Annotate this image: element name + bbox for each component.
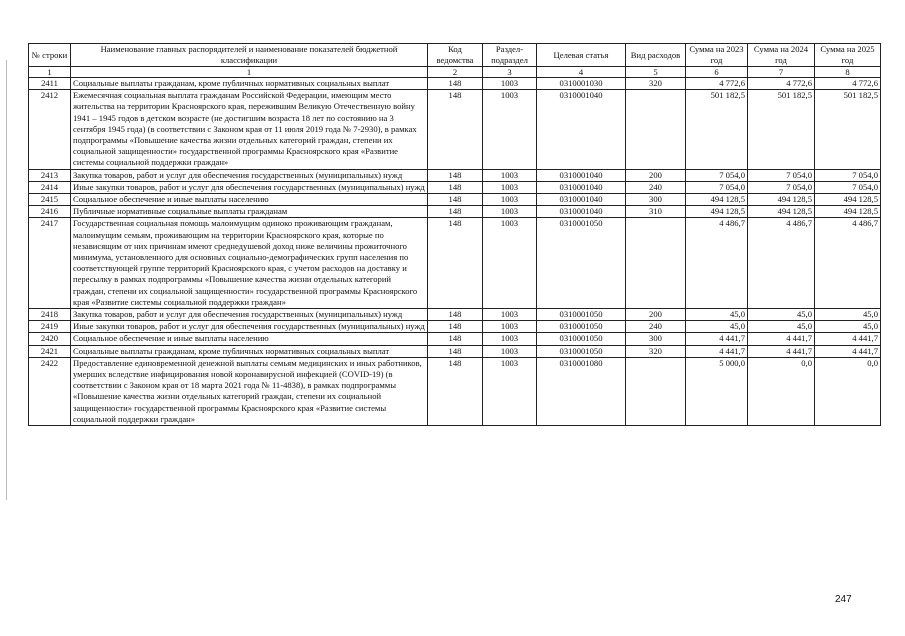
row-dept-code: 148 [428, 309, 483, 321]
budget-table [28, 43, 881, 426]
row-expense-type [626, 218, 686, 309]
row-sum-2023: 494 128,5 [686, 194, 748, 206]
column-index: 4 [537, 67, 626, 78]
header-num: № строки [29, 44, 71, 67]
row-expense-type [626, 90, 686, 169]
column-index: 6 [686, 67, 748, 78]
header-section: Раздел-подраздел [483, 44, 537, 67]
row-dept-code: 148 [428, 206, 483, 218]
row-sum-2025: 494 128,5 [815, 206, 881, 218]
row-dept-code: 148 [428, 321, 483, 333]
column-index: 2 [428, 67, 483, 78]
row-dept-code: 148 [428, 78, 483, 90]
row-expense-type [626, 357, 686, 425]
row-number: 2417 [29, 218, 71, 309]
row-sum-2024: 4 772,6 [748, 78, 815, 90]
row-sum-2025: 4 486,7 [815, 218, 881, 309]
column-index: 5 [626, 67, 686, 78]
row-target-article: 0310001040 [537, 181, 626, 193]
row-section-code: 1003 [483, 321, 537, 333]
row-dept-code: 148 [428, 357, 483, 425]
row-number: 2415 [29, 194, 71, 206]
row-sum-2024: 494 128,5 [748, 206, 815, 218]
row-sum-2024: 45,0 [748, 321, 815, 333]
row-sum-2023: 7 054,0 [686, 181, 748, 193]
table-row [29, 333, 881, 345]
row-expense-type: 320 [626, 345, 686, 357]
row-sum-2023: 45,0 [686, 309, 748, 321]
row-name: Ежемесячная социальная выплата гражданам Российской Федерации, имеющим место жительства на территории Красноярского края, пережившим Великую Отечественную войну 1941 – 1945 годов в детском возрасте (не достигшим возраста 18 лет по состоянию на 3 сентября 1945 года) (в соответствии с Законом края от 11 июля 2019 года № 7-2930), в рамках подпрограммы «Повышение качества жизни отдельных категорий граждан, степени их социальной защищенности» государственной программы Красноярского края «Развитие системы социальной поддержки граждан» [71, 90, 428, 169]
row-sum-2024: 4 441,7 [748, 345, 815, 357]
row-name: Предоставление единовременной денежной выплаты семьям медицинских и иных работников, умерших вследствие инфицирования новой коронавирусной инфекцией (COVID-19) (в соответствии с Законом края от 18 марта 2021 года № 11-4838), в рамках подпрограммы «Повышение качества жизни отдельных категорий граждан, степени их социальной защищенности» государственной программы Красноярского края «Развитие системы социальной поддержки граждан» [71, 357, 428, 425]
row-sum-2025: 501 182,5 [815, 90, 881, 169]
row-sum-2023: 4 772,6 [686, 78, 748, 90]
row-name: Социальные выплаты гражданам, кроме публичных нормативных социальных выплат [71, 78, 428, 90]
row-section-code: 1003 [483, 309, 537, 321]
row-number: 2413 [29, 169, 71, 181]
row-number: 2421 [29, 345, 71, 357]
column-index: 8 [815, 67, 881, 78]
row-target-article: 0310001050 [537, 333, 626, 345]
header-target: Целевая статья [537, 44, 626, 67]
row-sum-2023: 4 486,7 [686, 218, 748, 309]
table-row [29, 357, 881, 425]
row-target-article: 0310001040 [537, 90, 626, 169]
header-expense-type: Вид расходов [626, 44, 686, 67]
row-number: 2414 [29, 181, 71, 193]
table-row [29, 90, 881, 169]
row-name: Социальное обеспечение и иные выплаты населению [71, 194, 428, 206]
row-section-code: 1003 [483, 78, 537, 90]
row-target-article: 0310001040 [537, 206, 626, 218]
row-dept-code: 148 [428, 181, 483, 193]
row-sum-2024: 0,0 [748, 357, 815, 425]
row-section-code: 1003 [483, 181, 537, 193]
row-target-article: 0310001030 [537, 78, 626, 90]
row-sum-2024: 7 054,0 [748, 181, 815, 193]
row-sum-2025: 45,0 [815, 309, 881, 321]
table-row [29, 321, 881, 333]
row-number: 2420 [29, 333, 71, 345]
table-row [29, 218, 881, 309]
row-dept-code: 148 [428, 194, 483, 206]
row-expense-type: 200 [626, 309, 686, 321]
row-name: Иные закупки товаров, работ и услуг для обеспечения государственных (муниципальных) нужд [71, 321, 428, 333]
row-sum-2024: 4 441,7 [748, 333, 815, 345]
row-number: 2412 [29, 90, 71, 169]
row-sum-2025: 4 441,7 [815, 333, 881, 345]
row-expense-type: 300 [626, 194, 686, 206]
header-sum-2023: Сумма на 2023 год [686, 44, 748, 67]
row-sum-2023: 7 054,0 [686, 169, 748, 181]
row-sum-2024: 7 054,0 [748, 169, 815, 181]
row-name: Закупка товаров, работ и услуг для обеспечения государственных (муниципальных) нужд [71, 169, 428, 181]
row-sum-2024: 4 486,7 [748, 218, 815, 309]
row-name: Социальные выплаты гражданам, кроме публичных нормативных социальных выплат [71, 345, 428, 357]
row-sum-2025: 4 441,7 [815, 345, 881, 357]
row-sum-2025: 494 128,5 [815, 194, 881, 206]
row-section-code: 1003 [483, 90, 537, 169]
table-row [29, 206, 881, 218]
row-section-code: 1003 [483, 345, 537, 357]
row-name: Публичные нормативные социальные выплаты гражданам [71, 206, 428, 218]
row-target-article: 0310001050 [537, 218, 626, 309]
row-dept-code: 148 [428, 90, 483, 169]
row-sum-2025: 0,0 [815, 357, 881, 425]
row-sum-2025: 7 054,0 [815, 181, 881, 193]
row-sum-2024: 45,0 [748, 309, 815, 321]
row-sum-2025: 4 772,6 [815, 78, 881, 90]
scan-margin-line [6, 60, 8, 500]
column-index: 3 [483, 67, 537, 78]
row-sum-2025: 45,0 [815, 321, 881, 333]
row-section-code: 1003 [483, 357, 537, 425]
row-name: Закупка товаров, работ и услуг для обеспечения государственных (муниципальных) нужд [71, 309, 428, 321]
row-section-code: 1003 [483, 194, 537, 206]
row-sum-2023: 4 441,7 [686, 333, 748, 345]
row-expense-type: 320 [626, 78, 686, 90]
row-number: 2422 [29, 357, 71, 425]
table-header-row [29, 44, 881, 67]
column-index: 1 [29, 67, 71, 78]
row-dept-code: 148 [428, 333, 483, 345]
table-row [29, 345, 881, 357]
row-dept-code: 148 [428, 345, 483, 357]
table-row [29, 309, 881, 321]
row-name: Социальное обеспечение и иные выплаты населению [71, 333, 428, 345]
row-section-code: 1003 [483, 333, 537, 345]
row-sum-2023: 494 128,5 [686, 206, 748, 218]
table-row [29, 181, 881, 193]
row-name: Государственная социальная помощь малоимущим одиноко проживающим гражданам, малоимущим семьям, проживающим на территории Красноярского края, которые по независящим от них причинам имеют среднедушевой доход ниже величины прожиточного минимума, установленного для основных социально-демографических групп населения по соответствующей группе территорий Красноярского края, с учетом расходов на доставку и пересылку в рамках подпрограммы «Повышение качества жизни отдельных категорий граждан, степени их социальной защищенности» государственной программы Красноярского края «Развитие системы социальной поддержки граждан» [71, 218, 428, 309]
row-sum-2023: 501 182,5 [686, 90, 748, 169]
row-sum-2023: 45,0 [686, 321, 748, 333]
row-target-article: 0310001050 [537, 321, 626, 333]
row-dept-code: 148 [428, 169, 483, 181]
row-sum-2023: 4 441,7 [686, 345, 748, 357]
row-number: 2416 [29, 206, 71, 218]
row-number: 2411 [29, 78, 71, 90]
row-expense-type: 300 [626, 333, 686, 345]
row-section-code: 1003 [483, 218, 537, 309]
row-expense-type: 200 [626, 169, 686, 181]
row-target-article: 0310001040 [537, 169, 626, 181]
page-number: 247 [835, 594, 852, 605]
column-index: 1 [71, 67, 428, 78]
row-number: 2419 [29, 321, 71, 333]
column-index: 7 [748, 67, 815, 78]
header-dept: Код ведомства [428, 44, 483, 67]
row-section-code: 1003 [483, 169, 537, 181]
row-section-code: 1003 [483, 206, 537, 218]
row-expense-type: 240 [626, 321, 686, 333]
row-target-article: 0310001080 [537, 357, 626, 425]
column-index-row [29, 67, 881, 78]
row-sum-2024: 501 182,5 [748, 90, 815, 169]
row-name: Иные закупки товаров, работ и услуг для обеспечения государственных (муниципальных) нужд [71, 181, 428, 193]
row-sum-2024: 494 128,5 [748, 194, 815, 206]
row-number: 2418 [29, 309, 71, 321]
row-expense-type: 240 [626, 181, 686, 193]
row-sum-2023: 5 000,0 [686, 357, 748, 425]
row-target-article: 0310001040 [537, 194, 626, 206]
header-name: Наименование главных распорядителей и наименование показателей бюджетной классификации [71, 44, 428, 67]
header-sum-2025: Сумма на 2025 год [815, 44, 881, 67]
row-target-article: 0310001050 [537, 309, 626, 321]
row-expense-type: 310 [626, 206, 686, 218]
table-row [29, 78, 881, 90]
table-row [29, 169, 881, 181]
row-dept-code: 148 [428, 218, 483, 309]
table-row [29, 194, 881, 206]
row-target-article: 0310001050 [537, 345, 626, 357]
header-sum-2024: Сумма на 2024 год [748, 44, 815, 67]
row-sum-2025: 7 054,0 [815, 169, 881, 181]
